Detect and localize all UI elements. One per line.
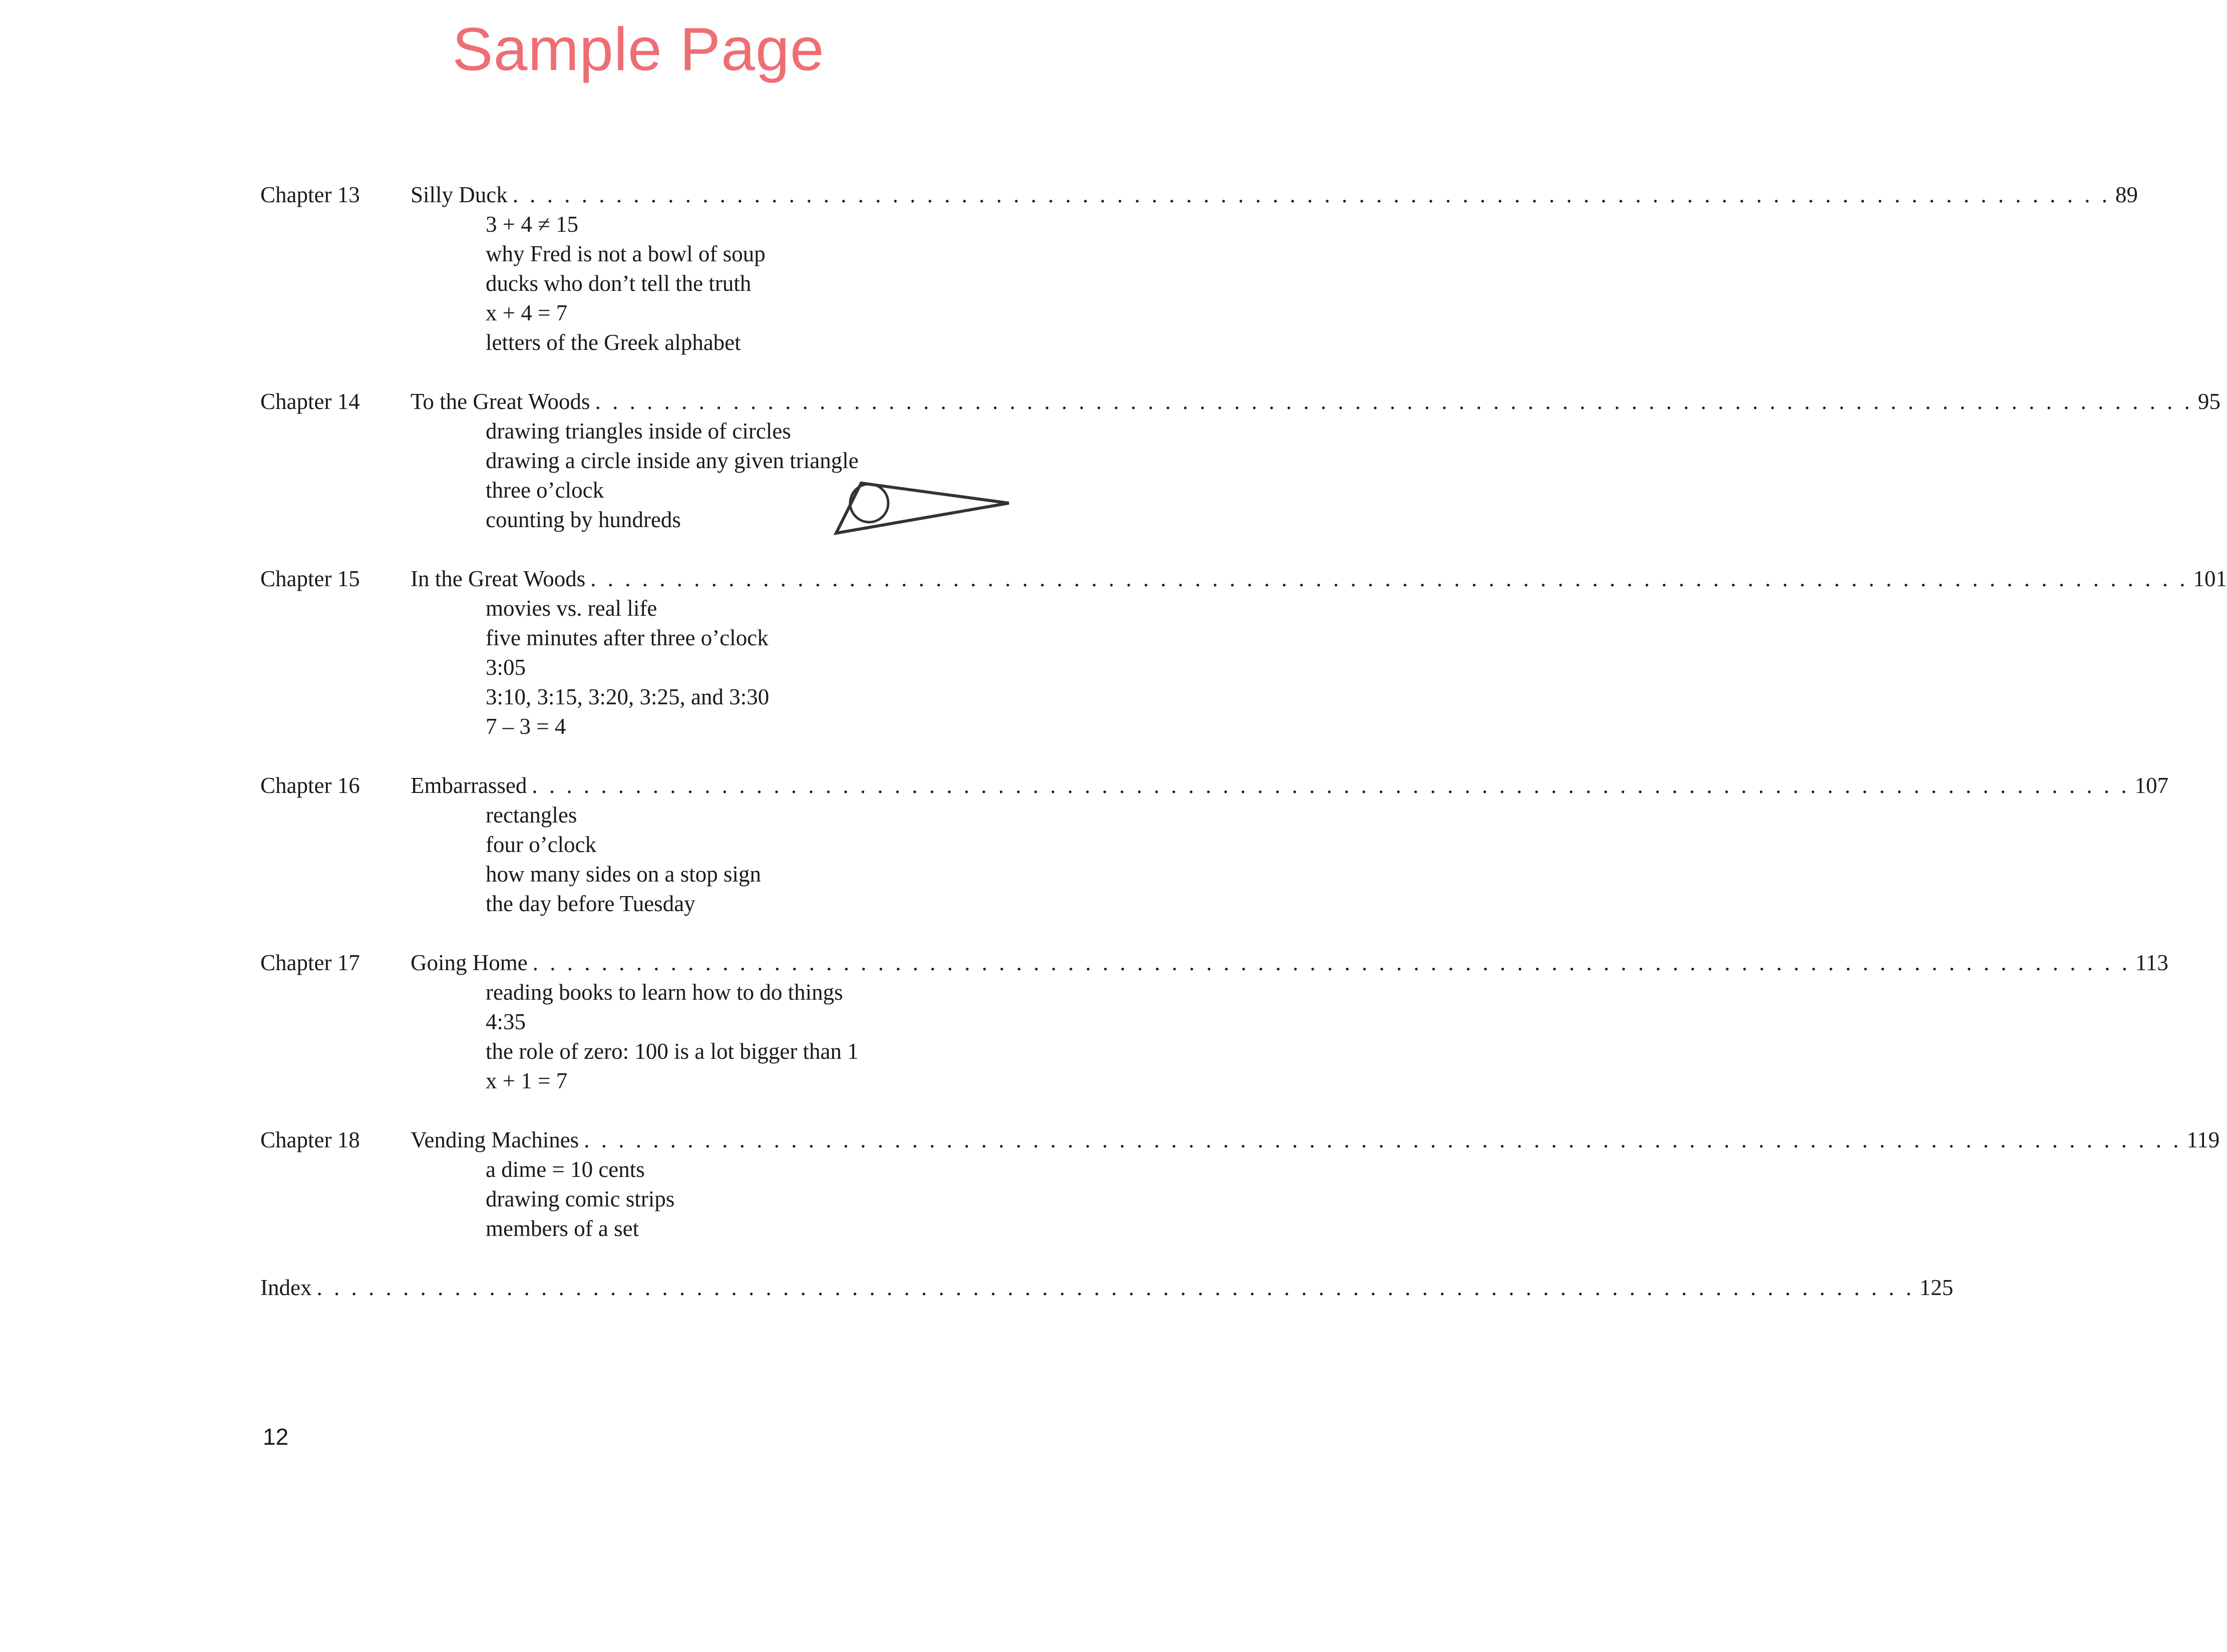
topic-item: how many sides on a stop sign: [486, 862, 761, 887]
toc-index-row[interactable]: [260, 1273, 1954, 1303]
topic-item: why Fred is not a bowl of soup: [486, 241, 766, 266]
dot-leader: . . . . . . . . . . . . . . . . . . . . . . . . . . . . . . . . . . . . . . . . . . . . . . . . . . . . . . . . . . . . . . . . . . . . . . . . . . . . . . . . . . . . . . . . . . . . .: [512, 182, 2111, 207]
chapter-title: Vending Machines: [411, 1127, 579, 1152]
topic-item: rectangles: [486, 802, 577, 828]
chapter-number: Chapter 14: [260, 389, 360, 414]
dot-leader: . . . . . . . . . . . . . . . . . . . . . . . . . . . . . . . . . . . . . . . . . . . . . . . . . . . . . . . . . . . . . . . . . . . . . . . . . . . . . . . . . . . . . . . . . . . . .: [584, 1127, 2182, 1152]
topic-item: 3:05: [486, 655, 526, 680]
chapter-page-number: 113: [2135, 950, 2168, 975]
topic-item: members of a set: [486, 1216, 639, 1241]
topic-item: 4:35: [486, 1009, 526, 1034]
chapter-page-number: 119: [2186, 1127, 2220, 1152]
table-of-contents: [260, 180, 2227, 1303]
chapter-number: Chapter 13: [260, 182, 360, 207]
chapter-topic-list: [260, 800, 1011, 919]
topic-item: the role of zero: 100 is a lot bigger than 1: [486, 1039, 859, 1064]
toc-chapter-row[interactable]: [260, 180, 2138, 210]
chapter-page-number: 101: [2193, 566, 2227, 591]
chapter-number: Chapter 18: [260, 1127, 360, 1152]
chapter-title: In the Great Woods: [411, 566, 586, 591]
chapter-title: To the Great Woods: [411, 389, 590, 414]
index-title: Index: [260, 1275, 312, 1300]
toc-chapter-17: [260, 948, 2168, 1096]
dot-leader: . . . . . . . . . . . . . . . . . . . . . . . . . . . . . . . . . . . . . . . . . . . . . . . . . . . . . . . . . . . . . . . . . . . . . . . . . . . . . . . . . . . . . . . . . . . . .: [532, 950, 2130, 975]
topic-item: drawing comic strips: [486, 1186, 675, 1211]
topic-item: drawing triangles inside of circles: [486, 419, 791, 444]
topic-item: the day before Tuesday: [486, 891, 695, 916]
toc-chapter-row[interactable]: [260, 948, 2168, 978]
dot-leader: . . . . . . . . . . . . . . . . . . . . . . . . . . . . . . . . . . . . . . . . . . . . . . . . . . . . . . . . . . . . . . . . . . . . . . . . . . . . . . . . . . . . . . . . . . . . .: [532, 773, 2130, 798]
dot-leader: . . . . . . . . . . . . . . . . . . . . . . . . . . . . . . . . . . . . . . . . . . . . . . . . . . . . . . . . . . . . . . . . . . . . . . . . . . . . . . . . . . . . . . . . . . . . .: [590, 566, 2188, 591]
topic-item: x + 1 = 7: [486, 1068, 568, 1093]
chapter-number: Chapter 15: [260, 566, 360, 591]
chapter-topic-list: [260, 978, 1011, 1096]
topic-item: three o’clock: [486, 478, 604, 503]
chapter-page-number: 89: [2115, 182, 2138, 207]
chapter-number: Chapter 17: [260, 950, 360, 975]
chapter-title: Embarrassed: [411, 773, 527, 798]
index-page-number: 125: [1919, 1275, 1954, 1300]
dot-leader: . . . . . . . . . . . . . . . . . . . . . . . . . . . . . . . . . . . . . . . . . . . . . . . . . . . . . . . . . . . . . . . . . . . . . . . . . . . . . . . . . . . . . . . . . . . . .: [316, 1275, 1915, 1300]
triangle-with-inscribed-circle-illustration: [821, 476, 1021, 546]
toc-chapter-row[interactable]: [260, 564, 2227, 594]
topic-item: 7 – 3 = 4: [486, 714, 566, 739]
sample-page-watermark: Sample Page: [452, 15, 825, 83]
topic-item: drawing a circle inside any given triangle: [486, 448, 859, 473]
chapter-number: Chapter 16: [260, 773, 360, 798]
toc-chapter-13: [260, 180, 2138, 357]
chapter-title: Going Home: [411, 950, 528, 975]
dot-leader: . . . . . . . . . . . . . . . . . . . . . . . . . . . . . . . . . . . . . . . . . . . . . . . . . . . . . . . . . . . . . . . . . . . . . . . . . . . . . . . . . . . . . . . . . . . . .: [595, 389, 2193, 414]
chapter-page-number: 107: [2134, 773, 2169, 798]
topic-item: movies vs. real life: [486, 596, 657, 621]
chapter-title: Silly Duck: [411, 182, 508, 207]
topic-item: 3:10, 3:15, 3:20, 3:25, and 3:30: [486, 684, 770, 709]
toc-chapter-row[interactable]: [260, 1125, 2220, 1155]
toc-index-entry: [260, 1273, 1954, 1303]
toc-chapter-16: [260, 771, 2169, 919]
topic-item: ducks who don’t tell the truth: [486, 271, 752, 296]
inscribed-circle-shape: [850, 484, 888, 522]
toc-chapter-row[interactable]: [260, 387, 2220, 417]
topic-item: a dime = 10 cents: [486, 1157, 645, 1182]
toc-chapter-row[interactable]: [260, 771, 2169, 800]
toc-chapter-15: [260, 564, 2227, 741]
topic-item: five minutes after three o’clock: [486, 625, 769, 650]
topic-item: 3 + 4 ≠ 15: [486, 212, 579, 237]
topic-item: x + 4 = 7: [486, 300, 568, 325]
topic-item: counting by hundreds: [486, 507, 681, 532]
topic-item: four o’clock: [486, 832, 597, 857]
chapter-page-number: 95: [2197, 389, 2220, 414]
topic-item: reading books to learn how to do things: [486, 980, 843, 1005]
chapter-topic-list: [260, 594, 1011, 741]
page-number-footer: 12: [263, 1424, 289, 1450]
toc-chapter-18: [260, 1125, 2220, 1244]
triangle-shape: [836, 483, 1009, 533]
chapter-topic-list: [260, 210, 1011, 357]
topic-item: letters of the Greek alphabet: [486, 330, 741, 355]
chapter-topic-list: [260, 1155, 1011, 1244]
